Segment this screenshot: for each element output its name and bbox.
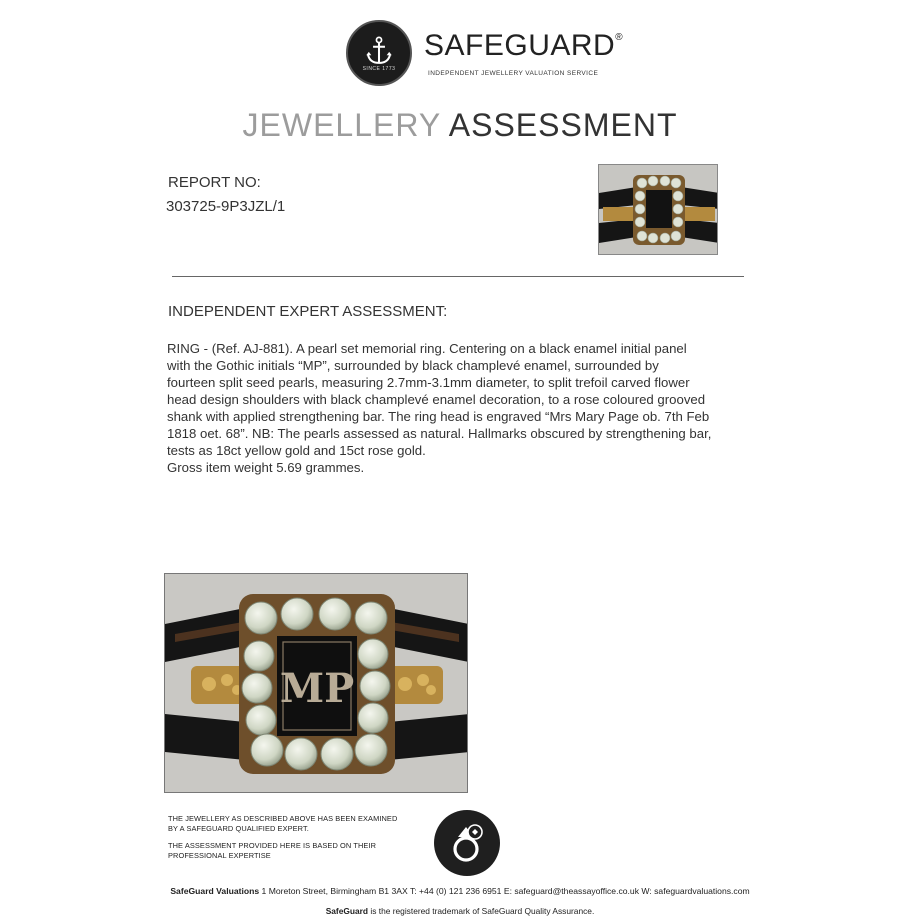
description-line: shank with applied strengthening bar. The ring head is engraved “Mrs Mary Page ob. 7th Feb xyxy=(167,409,710,424)
description-line: fourteen split seed pearls, measuring 2.7mm-3.1mm diameter, to split trefoil carved flower xyxy=(167,375,690,390)
ring-badge xyxy=(434,810,500,876)
exam-line: THE ASSESSMENT PROVIDED HERE IS BASED ON THEIR xyxy=(168,841,377,850)
description-line: with the Gothic initials “MP”, surrounded by black champlevé enamel, surrounded by xyxy=(167,358,659,373)
ring-thumbnail-image xyxy=(598,164,718,255)
description-line: tests as 18ct yellow gold and 15ct rose gold. xyxy=(167,443,426,458)
ring-icon xyxy=(444,820,490,866)
brand-tagline: INDEPENDENT JEWELLERY VALUATION SERVICE xyxy=(428,70,599,77)
footer-address: SafeGuard Valuations 1 Moreton Street, Birmingham B1 3AX T: +44 (0) 121 236 6951 E: safeguard@theassayoffice.co.uk W: safeguardvaluations.com xyxy=(170,886,750,896)
title-dark: ASSESSMENT xyxy=(448,107,678,143)
logo-since-text: SINCE 1773 xyxy=(362,66,396,72)
examination-statement xyxy=(168,814,397,861)
footer-trademark: SafeGuard is the registered trademark of SafeGuard Quality Assurance. xyxy=(325,906,595,916)
brand-name: SAFEGUARD® xyxy=(424,29,624,62)
description-line: 1818 oet. 68”. NB: The pearls assessed as natural. Hallmarks obscured by strengthening bar, xyxy=(167,426,712,441)
exam-line: THE JEWELLERY AS DESCRIBED ABOVE HAS BEEN EXAMINED xyxy=(168,814,398,823)
document-title xyxy=(0,107,920,144)
assessment-description xyxy=(167,340,737,476)
ring-photo xyxy=(164,573,468,793)
report-number-value: 303725-9P3JZL/1 xyxy=(166,198,286,215)
report-number-label: REPORT NO: xyxy=(168,174,261,191)
anchor-icon xyxy=(362,34,396,68)
assessment-heading: INDEPENDENT EXPERT ASSESSMENT: xyxy=(168,303,448,320)
exam-line: PROFESSIONAL EXPERTISE xyxy=(168,851,271,860)
description-line: head design shoulders with black champlevé enamel decoration, to a rose coloured grooved xyxy=(167,392,706,407)
exam-line: BY A SAFEGUARD QUALIFIED EXPERT. xyxy=(168,824,309,833)
title-light: JEWELLERY xyxy=(242,107,441,143)
description-line: RING - (Ref. AJ-881). A pearl set memorial ring. Centering on a black enamel initial panel xyxy=(167,341,687,356)
svg-text:MP: MP xyxy=(279,665,355,712)
description-line: Gross item weight 5.69 grammes. xyxy=(167,460,365,475)
safeguard-logo xyxy=(346,20,412,86)
divider-line xyxy=(172,276,744,277)
